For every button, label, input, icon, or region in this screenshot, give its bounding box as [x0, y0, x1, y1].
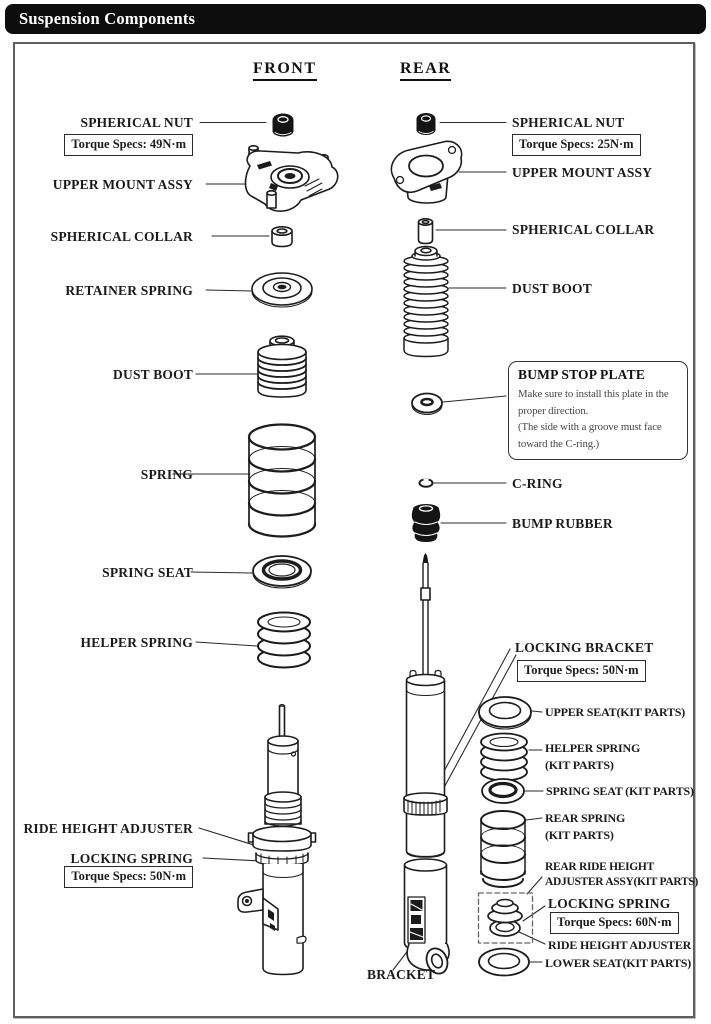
- label-rear-ride-height-adjuster-assy-line1: REAR RIDE HEIGHT: [545, 861, 654, 873]
- rear-kit-parts-drawings: [479, 697, 533, 976]
- front-spring-seat-drawing: [253, 556, 311, 588]
- label-rear-spring-seat: SPRING SEAT (KIT PARTS): [546, 784, 694, 798]
- rear-spherical-nut-drawing: [417, 113, 436, 135]
- label-rear-dust-boot: DUST BOOT: [512, 281, 592, 296]
- front-spring-drawing: [249, 425, 315, 537]
- label-rear-ride-height-adjuster: RIDE HEIGHT ADJUSTER: [548, 938, 692, 952]
- label-front-spring: SPRING: [140, 467, 193, 482]
- label-rear-helper-spring-line1: HELPER SPRING: [545, 741, 641, 755]
- label-rear-helper-spring-line2: (KIT PARTS): [545, 758, 614, 772]
- rear-upper-mount-assy-drawing: [391, 141, 461, 203]
- label-front-dust-boot: DUST BOOT: [113, 367, 193, 382]
- torque-spec-front-spherical-nut: Torque Specs: 49N·m: [64, 134, 193, 156]
- label-rear-spring-line1: REAR SPRING: [545, 811, 626, 825]
- rear-bump-stop-plate-drawing: [412, 394, 442, 415]
- label-front-spring-seat: SPRING SEAT: [102, 565, 193, 580]
- rear-c-ring-drawing: [420, 479, 433, 487]
- rear-bracket-drawing: [405, 859, 452, 977]
- bump-stop-plate-note-line: proper direction.: [518, 404, 589, 417]
- label-rear-spherical-nut: SPHERICAL NUT: [512, 115, 625, 130]
- rear-spherical-collar-drawing: [419, 219, 433, 244]
- torque-spec-rear-spherical-nut: Torque Specs: 25N·m: [512, 134, 641, 156]
- front-upper-mount-assy-drawing: [245, 146, 337, 211]
- label-rear-upper-seat: UPPER SEAT(KIT PARTS): [545, 705, 686, 719]
- torque-spec-front-locking-spring: Torque Specs: 50N·m: [64, 866, 193, 888]
- label-front-upper-mount-assy: UPPER MOUNT ASSY: [52, 177, 193, 192]
- label-front-retainer-spring: RETAINER SPRING: [65, 283, 193, 298]
- bump-stop-plate-note: [508, 361, 688, 460]
- bump-stop-plate-note-line: Make sure to install this plate in the: [518, 388, 669, 400]
- label-front-ride-height-adjuster: RIDE HEIGHT ADJUSTER: [23, 821, 193, 836]
- label-rear-locking-spring: LOCKING SPRING: [548, 896, 671, 911]
- page-title: Suspension Components: [5, 4, 706, 34]
- bump-stop-plate-note-line: toward the C-ring.): [518, 437, 600, 450]
- label-rear-upper-mount-assy: UPPER MOUNT ASSY: [512, 165, 653, 180]
- front-dust-boot-drawing: [258, 336, 306, 397]
- torque-spec-rear-locking-spring: Torque Specs: 60N·m: [550, 912, 679, 934]
- label-front-helper-spring: HELPER SPRING: [80, 635, 193, 650]
- label-rear-bracket: BRACKET: [367, 967, 436, 982]
- label-front-locking-spring: LOCKING SPRING: [70, 851, 193, 866]
- rear-dust-boot-drawing: [404, 247, 448, 357]
- bump-stop-plate-note-line: (The side with a groove must face: [518, 421, 662, 433]
- front-spherical-nut-drawing: [273, 114, 294, 137]
- label-rear-bump-rubber: BUMP RUBBER: [512, 516, 613, 531]
- leader-lines: [173, 123, 545, 971]
- rear-shock-absorber-drawing: [404, 553, 447, 857]
- front-strut-drawing: [238, 705, 316, 975]
- label-rear-locking-bracket: LOCKING BRACKET: [515, 640, 654, 655]
- front-retainer-spring-drawing: [252, 273, 312, 307]
- torque-spec-rear-locking-bracket: Torque Specs: 50N·m: [517, 660, 646, 682]
- label-front-spherical-collar: SPHERICAL COLLAR: [50, 229, 193, 244]
- front-column-header: FRONT: [253, 60, 317, 81]
- front-spherical-collar-drawing: [272, 227, 292, 247]
- rear-column-header: REAR: [400, 60, 451, 81]
- rear-bump-rubber-drawing: [412, 504, 440, 545]
- label-rear-spherical-collar: SPHERICAL COLLAR: [512, 222, 655, 237]
- label-front-spherical-nut: SPHERICAL NUT: [80, 115, 193, 130]
- bump-stop-plate-note-title: BUMP STOP PLATE: [518, 367, 646, 382]
- label-rear-c-ring: C-RING: [512, 476, 563, 491]
- label-rear-ride-height-adjuster-assy-line2: ADJUSTER ASSY(KIT PARTS): [545, 876, 699, 888]
- front-helper-spring-drawing: [258, 613, 310, 668]
- label-rear-spring-line2: (KIT PARTS): [545, 828, 614, 842]
- label-rear-lower-seat: LOWER SEAT(KIT PARTS): [545, 956, 692, 970]
